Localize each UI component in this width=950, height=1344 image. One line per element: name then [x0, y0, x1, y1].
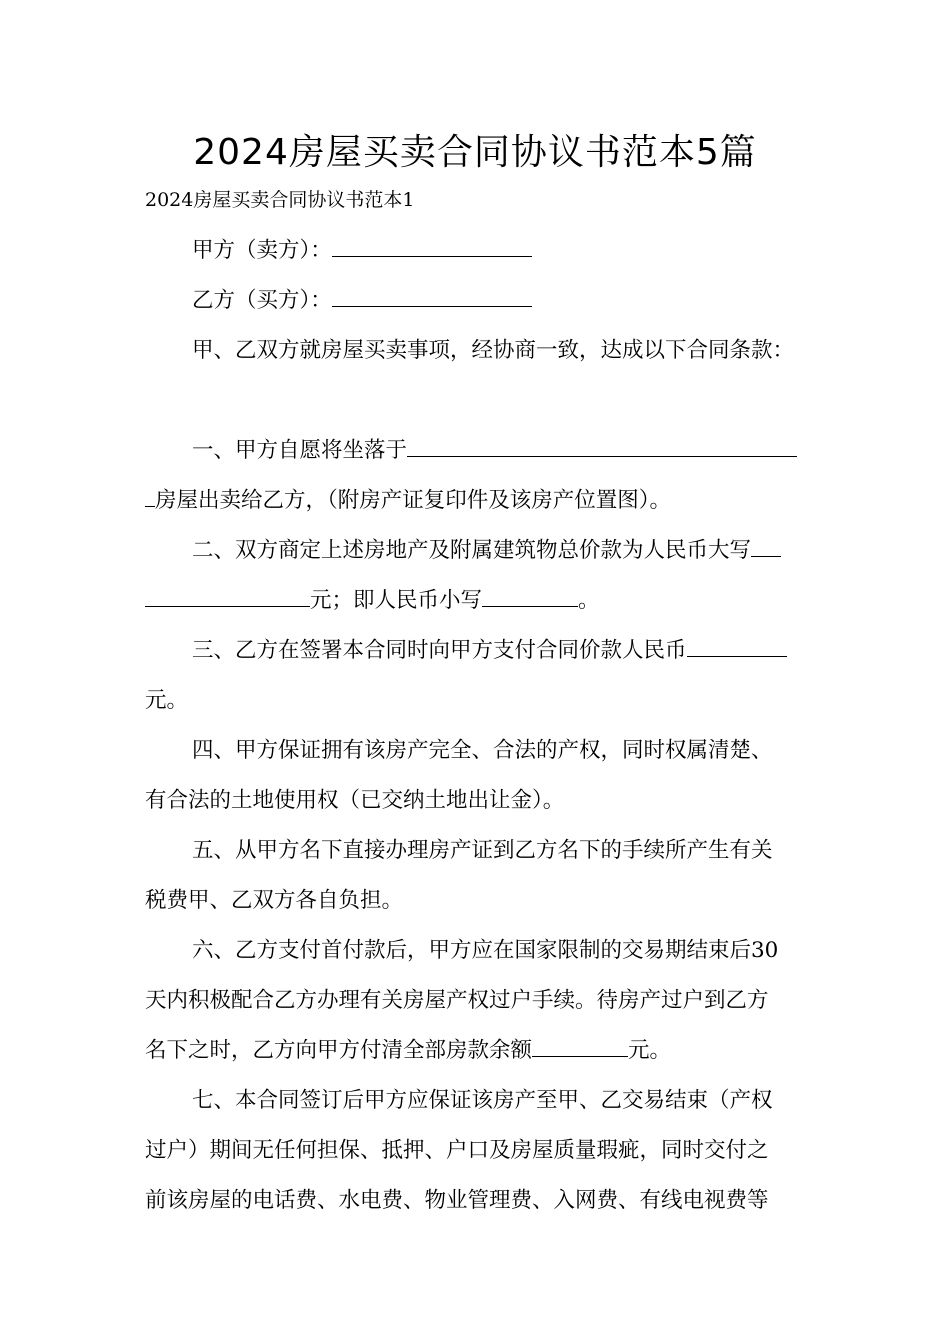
clause2-line2 [145, 586, 810, 616]
party-a-label: 甲方（卖方）： [192, 238, 332, 263]
clause3-text-a: 三、乙方在签署本合同时向甲方支付合同价款人民币 [192, 638, 687, 663]
clause3-line1 [192, 636, 812, 666]
clause2-lower-blank [482, 605, 578, 607]
intro-line: 甲、乙双方就房屋买卖事项，经协商一致，达成以下合同条款： [192, 338, 795, 363]
clause4-line2: 有合法的土地使用权（已交纳土地出让金）。 [145, 788, 565, 813]
clause1-text-a: 一、甲方自愿将坐落于 [192, 438, 408, 463]
clause2-text-c: 。 [578, 588, 600, 613]
clause2-line1 [192, 536, 812, 566]
clause1-line1 [192, 436, 812, 466]
party-b-blank [332, 305, 532, 307]
clause6-line1: 六、乙方支付首付款后，甲方应在国家限制的交易期结束后30 [192, 938, 779, 963]
clause2-text-b: 元；即人民币小写 [310, 588, 483, 613]
clause1-location-blank [407, 455, 797, 457]
party-b-label: 乙方（买方）： [192, 288, 332, 313]
clause3-line2: 元。 [145, 688, 189, 713]
clause6-text-d: 元。 [628, 1038, 672, 1063]
clause2-upper-blank-b [145, 605, 310, 607]
party-a-blank [332, 255, 532, 257]
clause5-line2: 税费甲、乙双方各自负担。 [145, 888, 404, 913]
clause5-line1: 五、从甲方名下直接办理房产证到乙方名下的手续所产生有关 [192, 838, 773, 863]
clause7-line2: 过户）期间无任何担保、抵押、户口及房屋质量瑕疵，同时交付之 [145, 1138, 769, 1163]
clause3-amount-blank [687, 655, 787, 657]
clause6-line2: 天内积极配合乙方办理有关房屋产权过户手续。待房产过户到乙方 [145, 988, 769, 1013]
clause4-line1: 四、甲方保证拥有该房产完全、合法的产权，同时权属清楚、 [192, 738, 773, 763]
document-title: 2024房屋买卖合同协议书范本5篇 [193, 132, 757, 173]
clause6-text-c: 名下之时，乙方向甲方付清全部房款余额 [145, 1038, 533, 1063]
party-a-line [192, 236, 812, 266]
clause1-blank-tail [145, 505, 155, 507]
clause7-line3: 前该房屋的电话费、水电费、物业管理费、入网费、有线电视费等 [145, 1188, 769, 1213]
clause7-line1: 七、本合同签订后甲方应保证该房产至甲、乙交易结束（产权 [192, 1088, 773, 1113]
document-subtitle: 2024房屋买卖合同协议书范本1 [145, 189, 415, 211]
clause1-line2 [145, 486, 810, 516]
clause2-upper-blank-a [751, 555, 781, 557]
clause6-balance-blank [532, 1055, 628, 1057]
party-b-line [192, 286, 812, 316]
clause1-text-b: 房屋出卖给乙方，（附房产证复印件及该房产位置图）。 [155, 488, 672, 513]
clause2-text-a: 二、双方商定上述房地产及附属建筑物总价款为人民币大写 [192, 538, 752, 563]
clause6-line3 [145, 1036, 810, 1066]
